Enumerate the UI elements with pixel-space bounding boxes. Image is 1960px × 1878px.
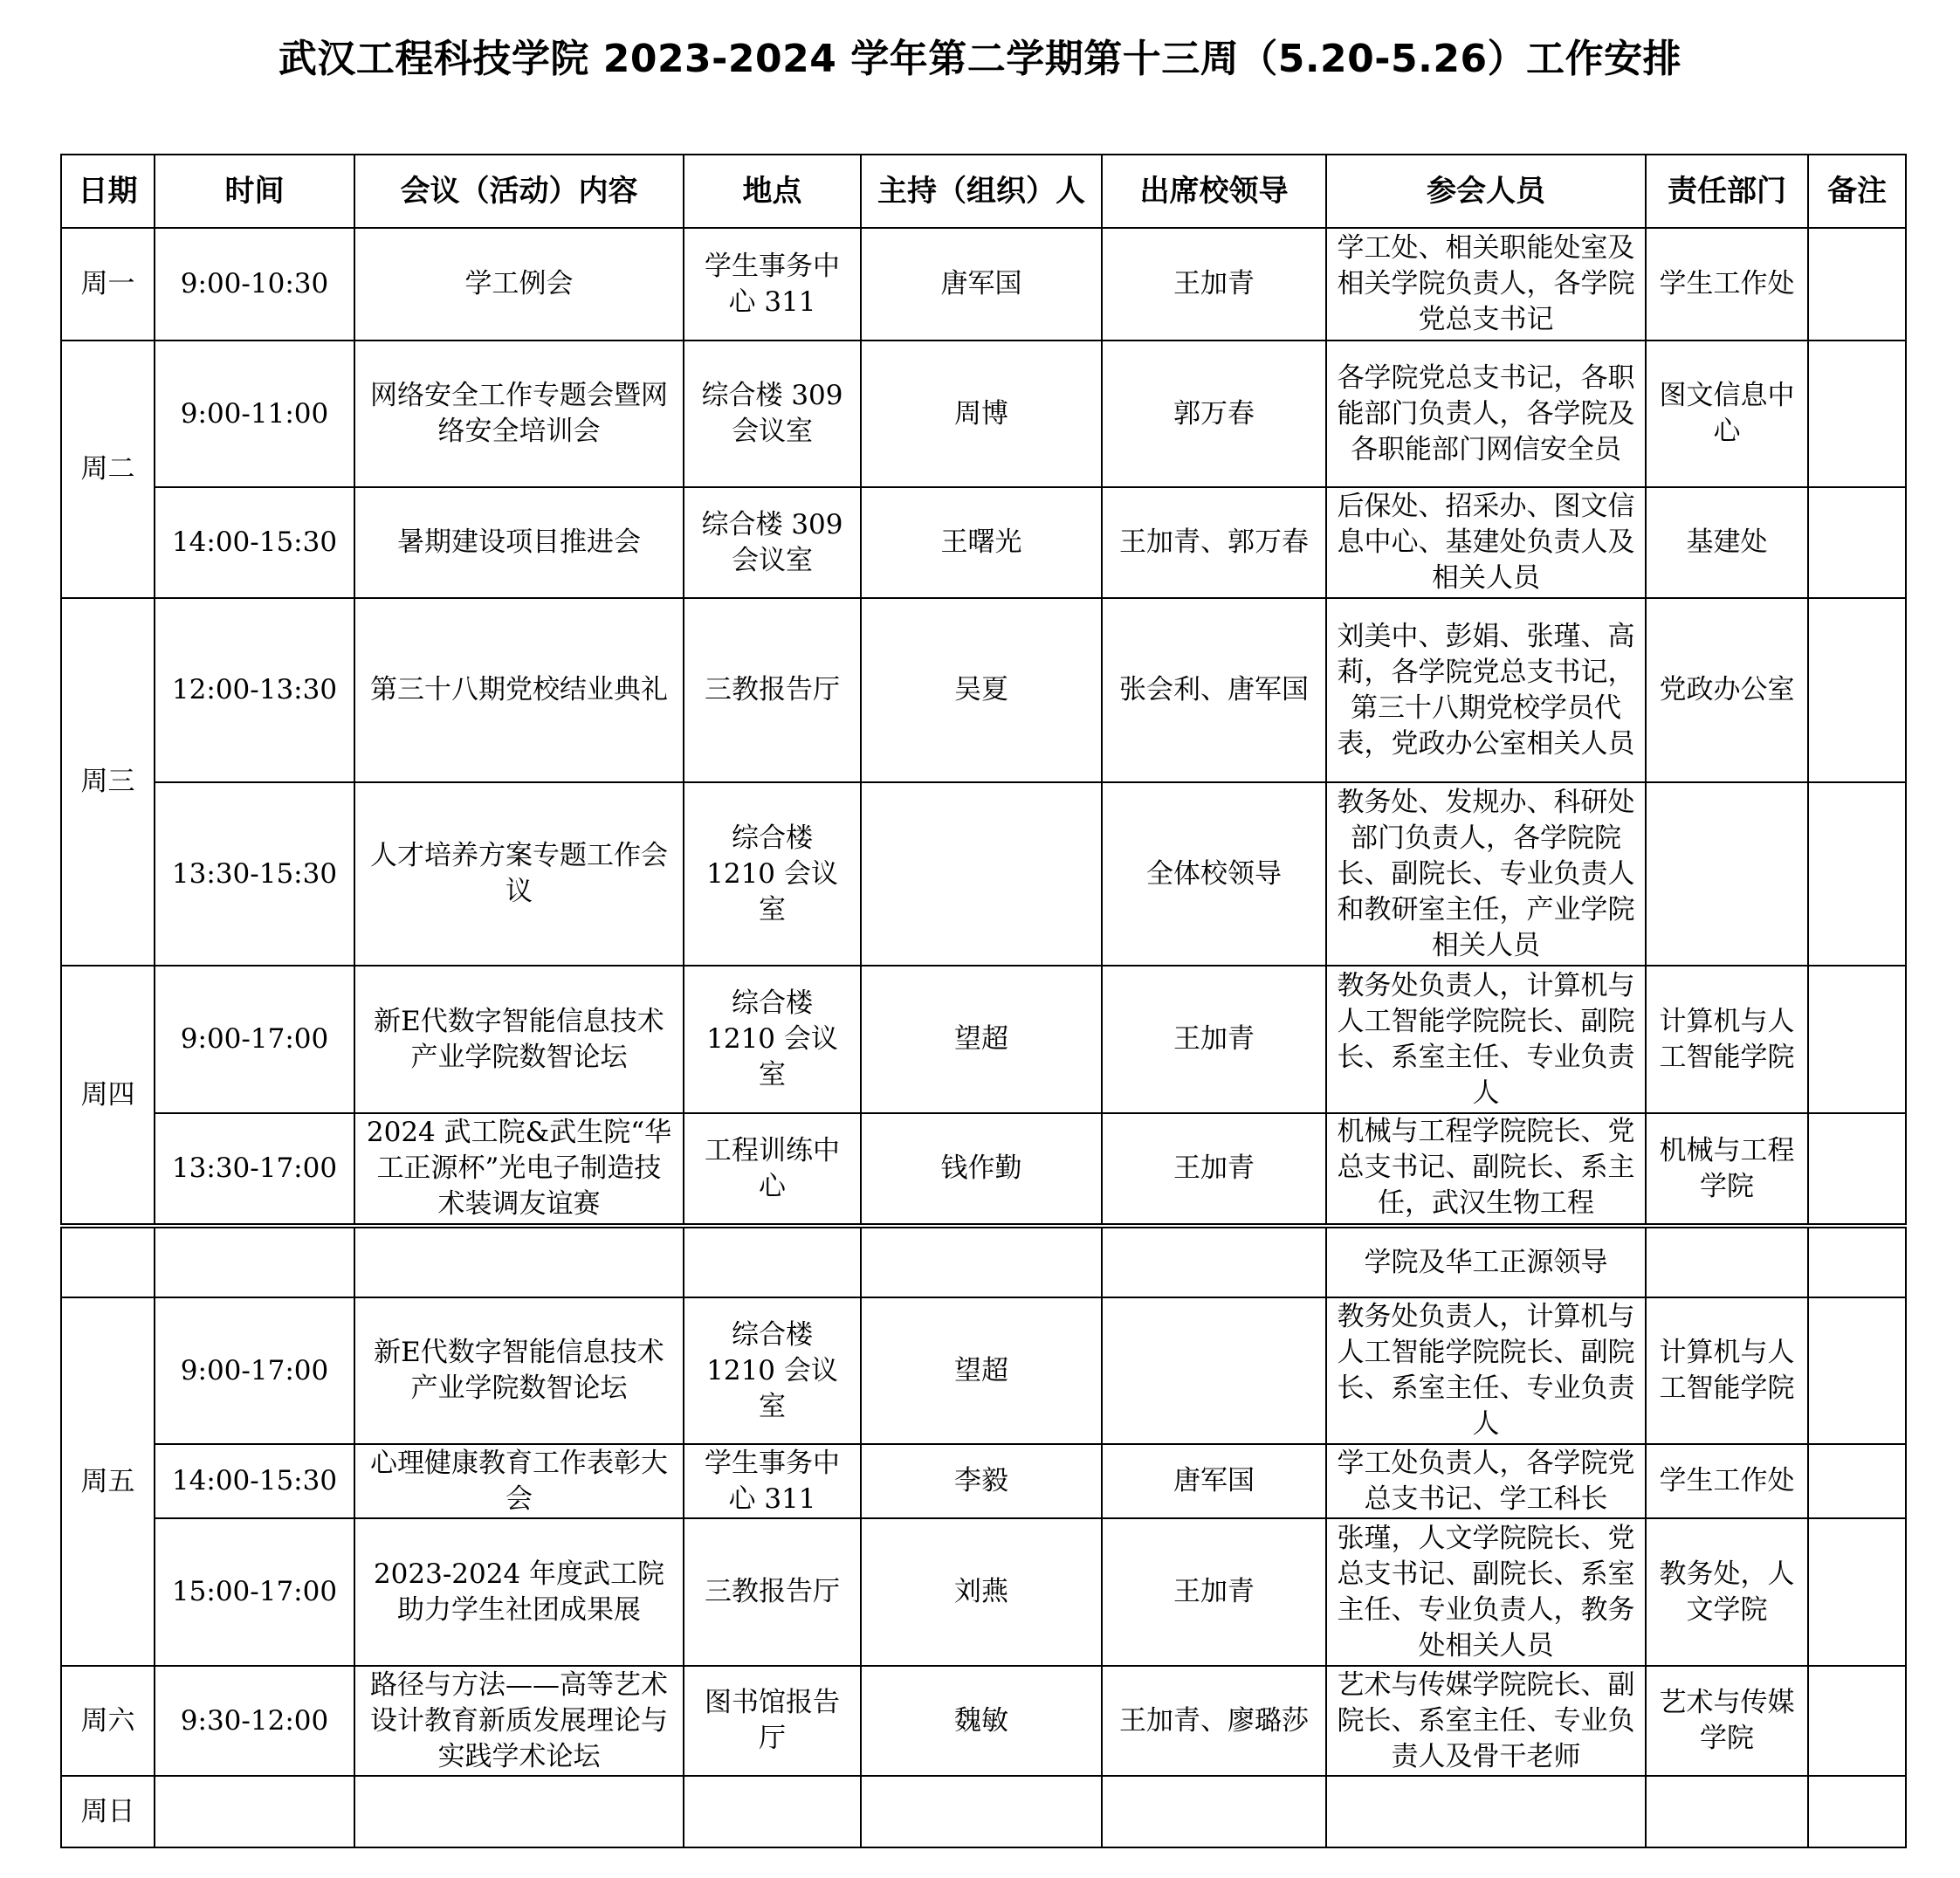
time-cell: 9:00-17:00: [155, 1297, 354, 1444]
note-cell: [1808, 1444, 1906, 1518]
place-cell: 综合楼 309 会议室: [684, 487, 861, 598]
place-cell: 图书馆报告厅: [684, 1666, 861, 1776]
content-cell: [354, 1228, 684, 1297]
place-cell: 综合楼 1210 会议室: [684, 1297, 861, 1444]
host-cell: 钱作勤: [861, 1113, 1102, 1224]
header-note: 备注: [1808, 155, 1906, 228]
header-content: 会议（活动）内容: [354, 155, 684, 228]
attendees-cell: [1326, 1776, 1646, 1847]
dept-cell: 艺术与传媒学院: [1646, 1666, 1808, 1776]
time-cell: 9:00-17:00: [155, 966, 354, 1113]
leaders-cell: 全体校领导: [1102, 782, 1326, 966]
dept-cell: 计算机与人工智能学院: [1646, 1297, 1808, 1444]
note-cell: [1808, 782, 1906, 966]
leaders-cell: 郭万春: [1102, 341, 1326, 487]
host-cell: [861, 1776, 1102, 1847]
attendees-cell: 机械与工程学院院长、党总支书记、副院长、系主任，武汉生物工程: [1326, 1113, 1646, 1224]
header-host: 主持（组织）人: [861, 155, 1102, 228]
leaders-cell: 王加青: [1102, 1518, 1326, 1666]
time-cell: 14:00-15:30: [155, 487, 354, 598]
table-row: [61, 487, 1906, 598]
content-cell: 新E代数字智能信息技术产业学院数智论坛: [354, 1297, 684, 1444]
day-cell: 周二: [61, 341, 155, 598]
note-cell: [1808, 228, 1906, 341]
day-cell: 周五: [61, 1297, 155, 1666]
attendees-cell: 后保处、招采办、图文信息中心、基建处负责人及相关人员: [1326, 487, 1646, 598]
attendees-cell: 教务处、发规办、科研处部门负责人，各学院院长、副院长、专业负责人和教研室主任，产业学院相关人员: [1326, 782, 1646, 966]
time-cell: 12:00-13:30: [155, 598, 354, 782]
time-cell: [155, 1228, 354, 1297]
time-cell: 15:00-17:00: [155, 1518, 354, 1666]
place-cell: [684, 1228, 861, 1297]
note-cell: [1808, 341, 1906, 487]
host-cell: 望超: [861, 966, 1102, 1113]
content-cell: 第三十八期党校结业典礼: [354, 598, 684, 782]
leaders-cell: 王加青、廖璐莎: [1102, 1666, 1326, 1776]
attendees-cell: 教务处负责人，计算机与人工智能学院院长、副院长、系室主任、专业负责人: [1326, 966, 1646, 1113]
dept-cell: 基建处: [1646, 487, 1808, 598]
place-cell: 综合楼 1210 会议室: [684, 782, 861, 966]
attendees-cell: 刘美中、彭娟、张瑾、高莉，各学院党总支书记，第三十八期党校学员代表，党政办公室相关人员: [1326, 598, 1646, 782]
content-cell: 心理健康教育工作表彰大会: [354, 1444, 684, 1518]
leaders-cell: [1102, 1297, 1326, 1444]
table-row: [61, 1113, 1906, 1224]
place-cell: 综合楼 309 会议室: [684, 341, 861, 487]
dept-cell: [1646, 1776, 1808, 1847]
table-row: [61, 1776, 1906, 1847]
content-cell: 暑期建设项目推进会: [354, 487, 684, 598]
content-cell: 2023-2024 年度武工院助力学生社团成果展: [354, 1518, 684, 1666]
table-row: [61, 1444, 1906, 1518]
content-cell: [354, 1776, 684, 1847]
dept-cell: 图文信息中心: [1646, 341, 1808, 487]
leaders-cell: 王加青: [1102, 1113, 1326, 1224]
note-cell: [1808, 598, 1906, 782]
time-cell: 9:30-12:00: [155, 1666, 354, 1776]
leaders-cell: [1102, 1776, 1326, 1847]
host-cell: 唐军国: [861, 228, 1102, 341]
schedule-table-page-1: [60, 154, 1907, 1225]
host-cell: 魏敏: [861, 1666, 1102, 1776]
leaders-cell: 王加青: [1102, 228, 1326, 341]
host-cell: 王曙光: [861, 487, 1102, 598]
time-cell: 9:00-11:00: [155, 341, 354, 487]
place-cell: 三教报告厅: [684, 598, 861, 782]
content-cell: 2024 武工院&武生院“华工正源杯”光电子制造技术装调友谊赛: [354, 1113, 684, 1224]
leaders-cell: 张会利、唐军国: [1102, 598, 1326, 782]
note-cell: [1808, 1518, 1906, 1666]
content-cell: 新E代数字智能信息技术产业学院数智论坛: [354, 966, 684, 1113]
dept-cell: [1646, 782, 1808, 966]
day-cell: 周四: [61, 966, 155, 1224]
host-cell: 周博: [861, 341, 1102, 487]
content-cell: 网络安全工作专题会暨网络安全培训会: [354, 341, 684, 487]
time-cell: 14:00-15:30: [155, 1444, 354, 1518]
host-cell: [861, 782, 1102, 966]
dept-cell: 学生工作处: [1646, 228, 1808, 341]
leaders-cell: 唐军国: [1102, 1444, 1326, 1518]
table-row: [61, 966, 1906, 1113]
dept-cell: [1646, 1228, 1808, 1297]
table-row: [61, 782, 1906, 966]
day-cell: 周六: [61, 1666, 155, 1776]
note-cell: [1808, 1666, 1906, 1776]
attendees-cell: 艺术与传媒学院院长、副院长、系室主任、专业负责人及骨干老师: [1326, 1666, 1646, 1776]
table-row: [61, 228, 1906, 341]
content-cell: 人才培养方案专题工作会议: [354, 782, 684, 966]
schedule-table-page-2: [60, 1227, 1907, 1848]
header-row: [61, 155, 1906, 228]
header-place: 地点: [684, 155, 861, 228]
header-attendees: 参会人员: [1326, 155, 1646, 228]
dept-cell: 机械与工程学院: [1646, 1113, 1808, 1224]
day-cell: 周日: [61, 1776, 155, 1847]
table-row: [61, 598, 1906, 782]
day-cell: 周一: [61, 228, 155, 341]
place-cell: 工程训练中心: [684, 1113, 861, 1224]
header-time: 时间: [155, 155, 354, 228]
leaders-cell: 王加青: [1102, 966, 1326, 1113]
header-date: 日期: [61, 155, 155, 228]
host-cell: 李毅: [861, 1444, 1102, 1518]
header-dept: 责任部门: [1646, 155, 1808, 228]
page-title: 武汉工程科技学院 2023-2024 学年第二学期第十三周（5.20-5.26）工作安排: [278, 37, 1682, 81]
table-row: [61, 1666, 1906, 1776]
leaders-cell: [1102, 1228, 1326, 1297]
header-leaders: 出席校领导: [1102, 155, 1326, 228]
time-cell: 9:00-10:30: [155, 228, 354, 341]
leaders-cell: 王加青、郭万春: [1102, 487, 1326, 598]
host-cell: 吴夏: [861, 598, 1102, 782]
day-cell: 周三: [61, 598, 155, 966]
note-cell: [1808, 1776, 1906, 1847]
attendees-cell: 各学院党总支书记，各职能部门负责人，各学院及各职能部门网信安全员: [1326, 341, 1646, 487]
attendees-cell: 张瑾，人文学院院长、党总支书记、副院长、系室主任、专业负责人，教务处相关人员: [1326, 1518, 1646, 1666]
host-cell: [861, 1228, 1102, 1297]
note-cell: [1808, 1228, 1906, 1297]
attendees-cell: 学工处、相关职能处室及相关学院负责人，各学院党总支书记: [1326, 228, 1646, 341]
place-cell: 三教报告厅: [684, 1518, 861, 1666]
table-row: [61, 1297, 1906, 1444]
time-cell: [155, 1776, 354, 1847]
host-cell: 望超: [861, 1297, 1102, 1444]
note-cell: [1808, 487, 1906, 598]
time-cell: 13:30-15:30: [155, 782, 354, 966]
table-row: [61, 341, 1906, 487]
note-cell: [1808, 1113, 1906, 1224]
table-row: [61, 1228, 1906, 1297]
dept-cell: 教务处，人文学院: [1646, 1518, 1808, 1666]
attendees-cell: 学院及华工正源领导: [1326, 1228, 1646, 1297]
dept-cell: 学生工作处: [1646, 1444, 1808, 1518]
attendees-cell: 教务处负责人，计算机与人工智能学院院长、副院长、系室主任、专业负责人: [1326, 1297, 1646, 1444]
host-cell: 刘燕: [861, 1518, 1102, 1666]
place-cell: [684, 1776, 861, 1847]
note-cell: [1808, 1297, 1906, 1444]
note-cell: [1808, 966, 1906, 1113]
time-cell: 13:30-17:00: [155, 1113, 354, 1224]
dept-cell: 党政办公室: [1646, 598, 1808, 782]
place-cell: 学生事务中心 311: [684, 228, 861, 341]
attendees-cell: 学工处负责人，各学院党总支书记、学工科长: [1326, 1444, 1646, 1518]
content-cell: 路径与方法——高等艺术设计教育新质发展理论与实践学术论坛: [354, 1666, 684, 1776]
place-cell: 学生事务中心 311: [684, 1444, 861, 1518]
dept-cell: 计算机与人工智能学院: [1646, 966, 1808, 1113]
content-cell: 学工例会: [354, 228, 684, 341]
place-cell: 综合楼 1210 会议室: [684, 966, 861, 1113]
day-cell: [61, 1228, 155, 1297]
table-row: [61, 1518, 1906, 1666]
